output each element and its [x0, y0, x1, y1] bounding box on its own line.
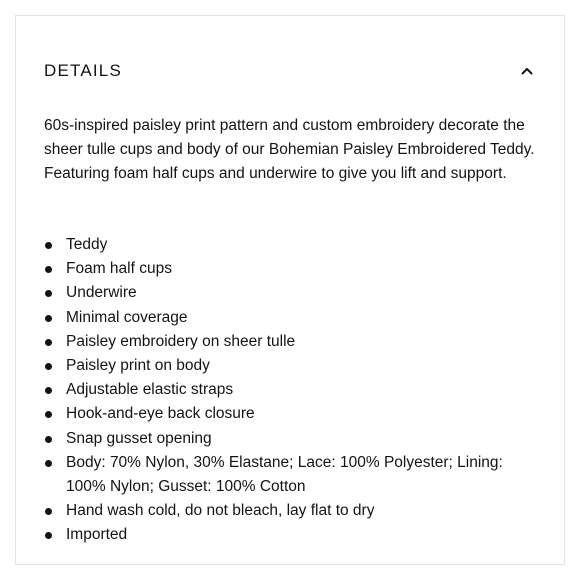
bullet-icon — [45, 315, 52, 322]
list-item — [44, 306, 542, 330]
list-item-text: Snap gusset opening — [66, 429, 212, 447]
details-title: DETAILS — [44, 61, 122, 80]
list-item-text: Paisley embroidery on sheer tulle — [66, 332, 296, 350]
details-panel — [15, 15, 565, 565]
list-item-text: Minimal coverage — [66, 308, 188, 326]
details-accordion-header[interactable] — [44, 56, 536, 86]
list-item — [44, 354, 542, 378]
bullet-icon — [45, 387, 52, 394]
list-item-text: Body: 70% Nylon, 30% Elastane; Lace: 100% Polyester; Lining: 100% Nylon; Gusset: 100% Cotton — [66, 453, 503, 496]
list-item-text: Underwire — [66, 284, 137, 302]
bullet-icon — [45, 508, 52, 515]
list-item — [44, 378, 542, 402]
bullet-icon — [45, 436, 52, 443]
bullet-icon — [45, 460, 52, 467]
list-item — [44, 451, 542, 499]
list-item-text: Hook-and-eye back closure — [66, 405, 255, 423]
list-item — [44, 499, 542, 523]
list-item — [44, 281, 542, 305]
list-item-text: Teddy — [66, 236, 108, 253]
bullet-icon — [45, 363, 52, 370]
list-item-text: Imported — [66, 526, 128, 544]
list-item — [44, 523, 542, 547]
list-item — [44, 402, 542, 426]
list-item-text: Adjustable elastic straps — [66, 381, 234, 399]
chevron-up-icon[interactable] — [520, 64, 534, 78]
feature-list — [44, 233, 542, 548]
bullet-icon — [45, 266, 52, 273]
list-item-text: Hand wash cold, do not bleach, lay flat to dry — [66, 502, 375, 520]
list-item — [44, 257, 542, 281]
bullet-icon — [45, 242, 52, 249]
list-item — [44, 427, 542, 451]
bullet-icon — [45, 339, 52, 346]
list-item — [44, 330, 542, 354]
list-item-text: Foam half cups — [66, 260, 172, 278]
bullet-icon — [45, 532, 52, 539]
list-item — [44, 233, 542, 257]
list-item-text: Paisley print on body — [66, 357, 210, 375]
bullet-icon — [45, 411, 52, 418]
product-description: 60s-inspired paisley print pattern and custom embroidery decorate the sheer tulle cups and body of our Bohemian Paisley Embroidered Teddy. Featuring foam half cups and underwire to give you lift and support. — [44, 117, 535, 182]
bullet-icon — [45, 290, 52, 297]
